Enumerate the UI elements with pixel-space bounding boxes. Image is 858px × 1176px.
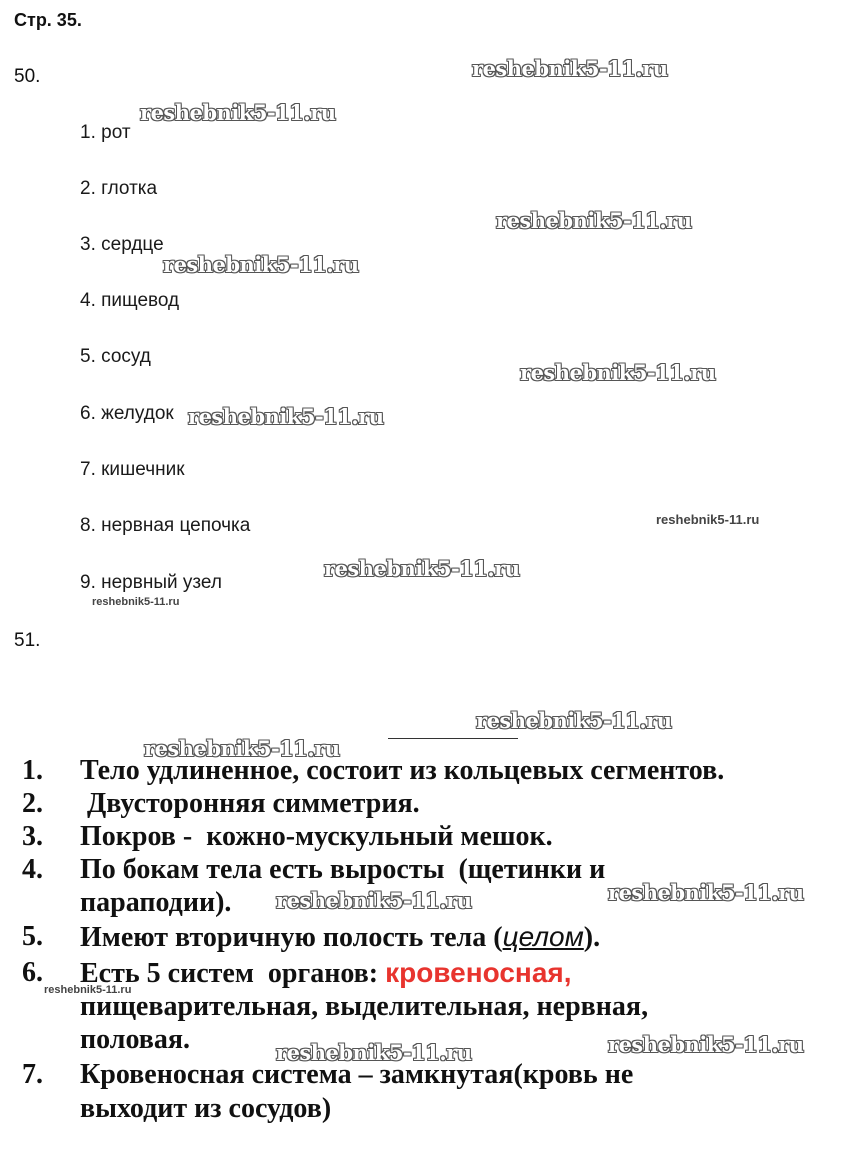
answer-number: 5.	[22, 921, 43, 952]
answer-text: Имеют вторичную полость тела (	[80, 922, 503, 953]
list-item: 2. глотка	[80, 178, 158, 199]
watermark: reshebnik5-11.ru	[276, 888, 472, 913]
watermark: reshebnik5-11.ru	[476, 708, 672, 733]
answer-line: Покров - кожно-мускульный мешок.	[80, 821, 553, 852]
list-item: 6. желудок	[80, 403, 174, 424]
watermark: reshebnik5-11.ru	[520, 360, 716, 385]
answer-line: пищеварительная, выделительная, нервная,	[80, 991, 649, 1022]
answer-number: 4.	[22, 854, 43, 885]
task-50-number: 50.	[14, 66, 41, 87]
watermark: reshebnik5-11.ru	[496, 208, 692, 233]
watermark: reshebnik5-11.ru	[472, 56, 668, 81]
list-item: 5. сосуд	[80, 346, 151, 367]
answer-line: Двусторонняя симметрия.	[80, 788, 420, 819]
answer-line: Тело удлиненное, состоит из кольцевых сегментов.	[80, 755, 725, 786]
watermark: reshebnik5-11.ru	[140, 100, 336, 125]
task-51-number: 51.	[14, 630, 41, 651]
watermark: reshebnik5-11.ru	[656, 512, 760, 527]
answer-term-italic: целом	[502, 921, 584, 952]
answer-line: По бокам тела есть выросты (щетинки и	[80, 854, 606, 885]
answer-number: 1.	[22, 755, 43, 786]
list-item: 4. пищевод	[80, 290, 180, 311]
answer-number: 7.	[22, 1059, 43, 1090]
answer-highlight-red: кровеносная,	[385, 957, 572, 988]
list-item: 8. нервная цепочка	[80, 515, 251, 536]
watermark: reshebnik5-11.ru	[608, 1032, 804, 1057]
answer-text: Есть 5 систем органов:	[80, 958, 386, 989]
answer-text: ).	[583, 922, 601, 953]
answer-number: 2.	[22, 788, 43, 819]
answer-line	[80, 956, 572, 991]
watermark: reshebnik5-11.ru	[188, 404, 384, 429]
list-item: 7. кишечник	[80, 459, 185, 480]
answer-line	[80, 920, 600, 955]
answer-number: 6.	[22, 957, 43, 988]
answer-line: параподии).	[80, 887, 232, 918]
watermark: reshebnik5-11.ru	[276, 1040, 472, 1065]
watermark: reshebnik5-11.ru	[144, 736, 340, 761]
watermark: reshebnik5-11.ru	[324, 556, 520, 581]
answer-number: 3.	[22, 821, 43, 852]
answer-line: выходит из сосудов)	[80, 1093, 332, 1124]
list-item: 9. нервный узел	[80, 572, 222, 593]
answer-line: половая.	[80, 1024, 191, 1055]
watermark: reshebnik5-11.ru	[608, 880, 804, 905]
list-item: 3. сердце	[80, 234, 164, 255]
page-header: Стр. 35.	[14, 10, 82, 30]
answer-line: Кровеносная система – замкнутая(кровь не	[80, 1059, 634, 1090]
watermark: reshebnik5-11.ru	[163, 252, 359, 277]
list-item: 1. рот	[80, 122, 131, 143]
watermark: reshebnik5-11.ru	[44, 984, 132, 996]
watermark: reshebnik5-11.ru	[92, 596, 180, 608]
divider	[388, 738, 518, 739]
